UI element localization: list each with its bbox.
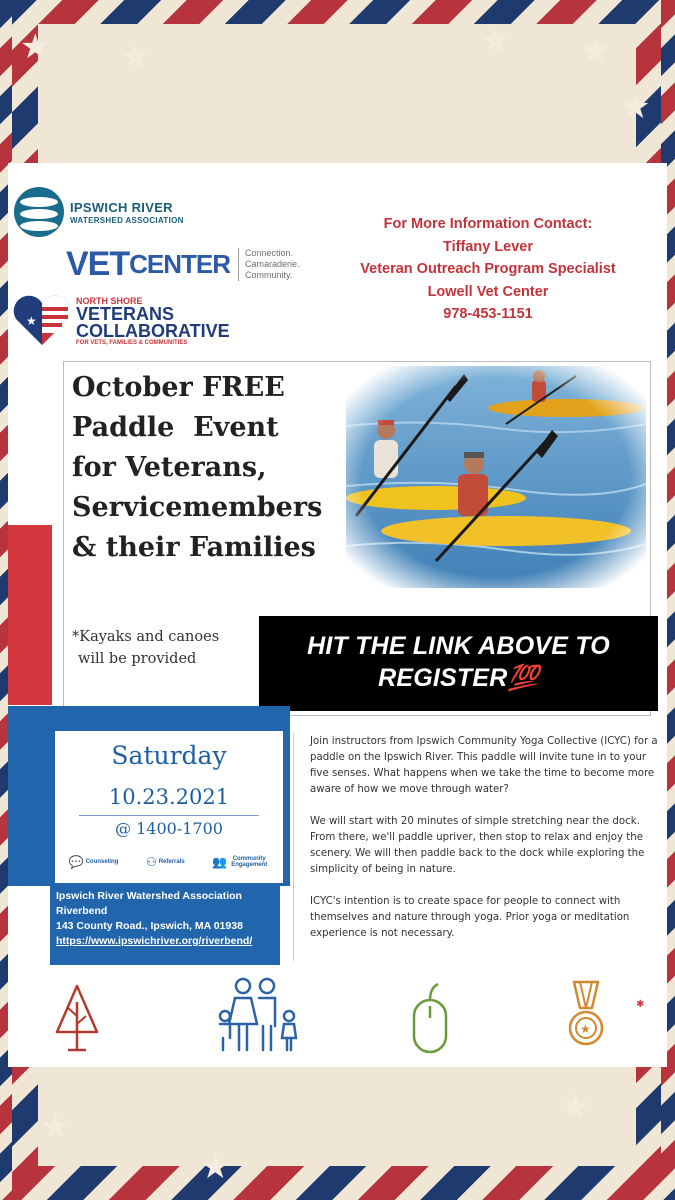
star-icon: ★ bbox=[20, 27, 51, 67]
event-date: 10.23.2021 bbox=[108, 785, 230, 809]
irwa-name: IPSWICH RIVER bbox=[70, 199, 173, 215]
description-paragraph: ICYC's intention is to create space for people to connect with themselves and nature through yoga. Prior yoga or meditation experience is not necessary. bbox=[310, 896, 630, 939]
event-date-card bbox=[55, 731, 283, 883]
contact-role: Veteran Outreach Program Specialist bbox=[360, 261, 616, 277]
divider bbox=[79, 815, 259, 816]
location-site: Riverbend bbox=[56, 905, 108, 917]
event-location bbox=[50, 883, 280, 965]
event-day: Saturday bbox=[111, 741, 227, 770]
chat-icon: 💬 bbox=[68, 855, 84, 869]
contact-org: Lowell Vet Center bbox=[427, 283, 549, 300]
kayak-photo bbox=[346, 366, 646, 588]
heart-flag-icon bbox=[12, 295, 72, 347]
people-icon: 👥 bbox=[212, 855, 228, 869]
kayak-footnote: *Kayaks and canoes will be provided bbox=[72, 629, 220, 667]
irwa-logo bbox=[14, 187, 184, 237]
vet-center-logo bbox=[66, 245, 300, 284]
nsvc-logo bbox=[12, 295, 230, 347]
contact-name: Tiffany Lever bbox=[443, 238, 533, 255]
star-icon: ★ bbox=[120, 37, 151, 77]
service-community: 👥 Community Engagement bbox=[212, 855, 268, 869]
star-icon: ★ bbox=[40, 1107, 71, 1147]
bottom-icon-row bbox=[8, 968, 667, 1063]
location-org: Ipswich River Watershed Association bbox=[56, 890, 242, 902]
service-referrals: ⚇ Referrals bbox=[145, 855, 185, 869]
nsvc-collaborative: COLLABORATIVE bbox=[76, 321, 230, 341]
description-paragraph: Join instructors from Ipswich Community Yoga Collective (ICYC) for a paddle on the Ipswich River. This paddle will invite tune in to your five senses. What happens when we take the time to become more aware of how we move through water? bbox=[310, 736, 658, 795]
star-icon: ★ bbox=[620, 87, 651, 127]
contact-phone: 978-453-1151 bbox=[443, 306, 533, 322]
tree-icon bbox=[52, 982, 102, 1054]
star-icon: ✱ bbox=[636, 999, 645, 1010]
nsvc-veterans: VETERANS bbox=[76, 304, 175, 324]
medal-icon bbox=[564, 978, 608, 1054]
nsvc-north-shore: NORTH SHORE bbox=[76, 296, 143, 306]
svg-text:★: ★ bbox=[580, 1022, 591, 1036]
star-icon: ★ bbox=[200, 1147, 231, 1187]
star-icon: ★ bbox=[560, 1087, 591, 1127]
divider bbox=[293, 733, 294, 961]
star-icon: ★ bbox=[580, 31, 611, 71]
network-icon: ⚇ bbox=[145, 855, 157, 869]
contact-heading: For More Information Contact: bbox=[383, 216, 593, 232]
family-icon bbox=[213, 976, 303, 1056]
description-paragraph: We will start with 20 minutes of simple stretching near the dock. From there, we'll paddle upriver, then stop to relax and enjoy the scenery. We will then paddle back to the dock while exploring the simplicity of being in nature. bbox=[310, 816, 645, 875]
red-accent-strip bbox=[8, 525, 52, 705]
event-flyer bbox=[8, 163, 667, 1067]
event-time: @ 1400-1700 bbox=[115, 819, 223, 838]
contact-info bbox=[338, 213, 638, 326]
location-address: 143 County Road., Ipswich, MA 01938 bbox=[56, 920, 243, 932]
svg-text:★: ★ bbox=[26, 314, 37, 328]
fish-logo-icon bbox=[14, 187, 64, 237]
irwa-subname: WATERSHED ASSOCIATION bbox=[70, 215, 184, 225]
service-counseling: 💬 Counseling bbox=[68, 855, 119, 869]
register-callout: HIT THE LINK ABOVE TO REGISTER💯 bbox=[259, 616, 658, 711]
center-word: CENTER bbox=[129, 249, 231, 279]
mouse-icon bbox=[410, 980, 450, 1056]
event-headline: October FREE Paddle Event for Veterans, Servicemembers & their Families bbox=[72, 372, 323, 563]
services-row bbox=[55, 845, 283, 879]
nsvc-tagline: FOR VETS, FAMILIES & COMMUNITIES bbox=[76, 340, 188, 346]
star-icon: ★ bbox=[480, 21, 511, 61]
vet-center-tagline: Connection. Camaraderie. Community. bbox=[238, 248, 300, 281]
location-link[interactable]: https://www.ipswichriver.org/riverbend/ bbox=[56, 935, 253, 947]
vet-word: VET bbox=[66, 245, 130, 283]
event-description bbox=[310, 734, 660, 958]
